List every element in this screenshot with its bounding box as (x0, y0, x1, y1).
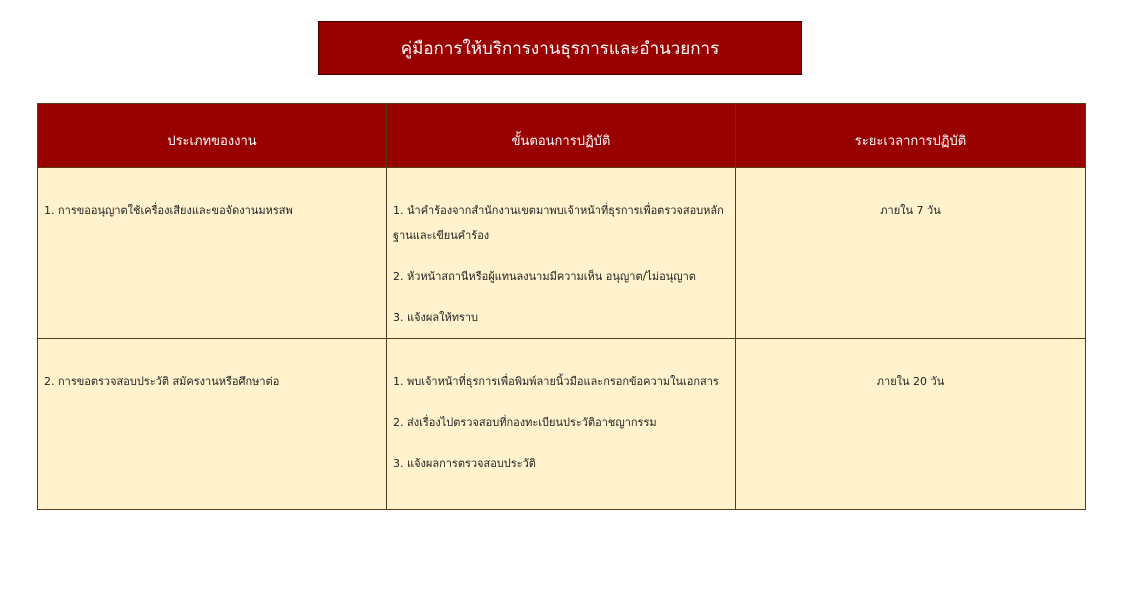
procedure-step: 1. พบเจ้าหน้าที่ธุรการเพื่อพิมพ์ลายนิ้วมือและกรอกข้อความในเอกสาร (393, 375, 719, 388)
page-title: คู่มือการให้บริการงานธุรการและอำนวยการ (400, 38, 720, 59)
work-type-cell: 2. การขอตรวจสอบประวัติ สมัครงานหรือศึกษาต่อ (38, 339, 387, 510)
procedure-step: 3. แจ้งผลให้ทราบ (393, 311, 479, 324)
duration-cell: ภายใน 20 วัน (736, 339, 1086, 510)
table-row (38, 168, 1086, 339)
table-header-row (38, 104, 1086, 168)
column-header-duration: ระยะเวลาการปฏิบัติ (736, 104, 1086, 168)
procedure-step: 2. หัวหน้าสถานีหรือผู้แทนลงนามมีความเห็น อนุญาต/ไม่อนุญาต (393, 270, 696, 283)
procedure-step: 3. แจ้งผลการตรวจสอบประวัติ (393, 457, 536, 470)
column-header-procedure: ขั้นตอนการปฏิบัติ (387, 104, 736, 168)
procedure-step: 2. ส่งเรื่องไปตรวจสอบที่กองทะเบียนประวัติอาชญากรรม (393, 416, 657, 429)
column-header-work-type: ประเภทของงาน (38, 104, 387, 168)
procedure-step: 1. นำคำร้องจากสำนักงานเขตมาพบเจ้าหน้าที่ธุรการเพื่อตรวจสอบหลักฐานและเขียนคำร้อง (393, 204, 724, 242)
procedure-cell (387, 168, 736, 339)
procedure-cell (387, 339, 736, 510)
table-row (38, 339, 1086, 510)
duration-cell: ภายใน 7 วัน (736, 168, 1086, 339)
title-banner (318, 21, 802, 75)
work-type-cell: 1. การขออนุญาตใช้เครื่องเสียงและขอจัดงานมหรสพ (38, 168, 387, 339)
service-table (37, 103, 1086, 510)
